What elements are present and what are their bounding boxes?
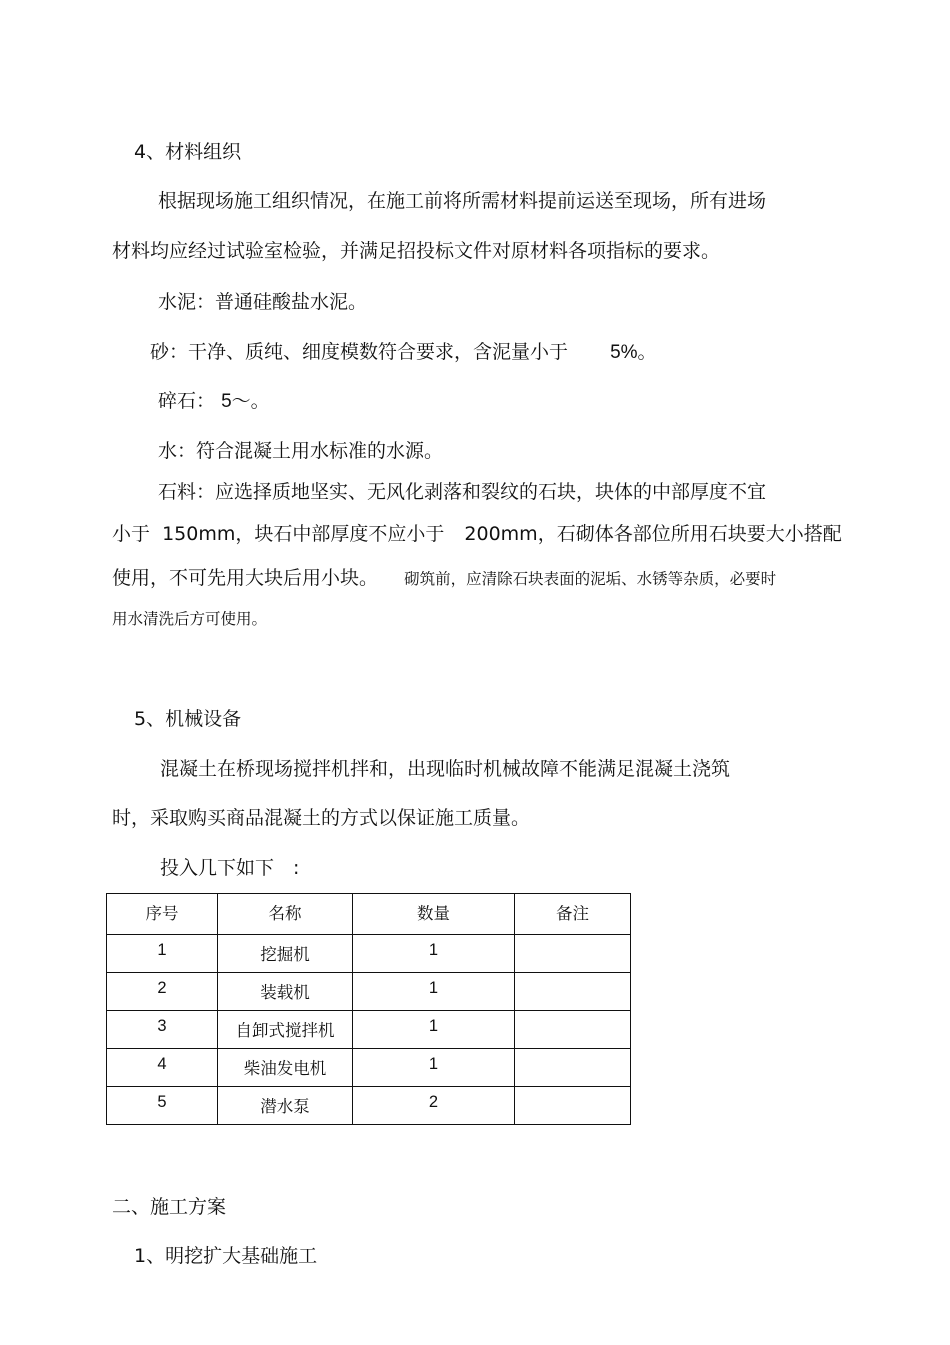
- sand-spec-value: 5%。: [610, 342, 657, 363]
- water-spec: 水：符合混凝土用水标准的水源。: [158, 440, 444, 462]
- table-cell-name: 潜水泵: [218, 1087, 353, 1125]
- sand-spec-text: 砂：干净、质纯、细度模数符合要求，含泥量小于: [150, 341, 569, 363]
- table-row: [107, 1049, 631, 1087]
- stone-spec-line2-b: 150mm，块石中部厚度不应小于: [162, 523, 445, 545]
- table-cell-name: 柴油发电机: [218, 1049, 353, 1087]
- sand-spec: [150, 340, 657, 365]
- table-header-row: [107, 894, 631, 935]
- chapter2-subheading: 1、明挖扩大基础施工: [134, 1245, 318, 1267]
- table-header-cell: 序号: [107, 894, 218, 935]
- stone-spec-line3-small: 砌筑前，应清除石块表面的泥垢、水锈等杂质，必要时: [404, 570, 777, 588]
- table-header-cell: 名称: [218, 894, 353, 935]
- section5-paragraph-line2: 时，采取购买商品混凝土的方式以保证施工质量。: [112, 807, 531, 829]
- table-cell-quantity: 1: [353, 1049, 515, 1087]
- stone-spec-line2-a: 小于: [112, 523, 151, 545]
- table-cell-remark: [515, 1011, 631, 1049]
- table-cell-name: 装载机: [218, 973, 353, 1011]
- table-cell-remark: [515, 1087, 631, 1125]
- gravel-spec-text: 碎石：: [158, 390, 216, 412]
- table-row: [107, 1087, 631, 1125]
- table-cell-quantity: 1: [353, 1011, 515, 1049]
- table-cell-index: 1: [107, 935, 218, 973]
- stone-spec-line3: [112, 566, 776, 591]
- table-cell-name: 自卸式搅拌机: [218, 1011, 353, 1049]
- section4-heading: 4、材料组织: [134, 141, 242, 163]
- stone-spec-line1: 石料：应选择质地坚实、无风化剥落和裂纹的石块，块体的中部厚度不宜: [158, 481, 767, 503]
- table-cell-index: 5: [107, 1087, 218, 1125]
- table-cell-index: 3: [107, 1011, 218, 1049]
- section4-paragraph-line2: 材料均应经过试验室检验，并满足招投标文件对原材料各项指标的要求。: [112, 240, 721, 262]
- section4-paragraph-line1: 根据现场施工组织情况，在施工前将所需材料提前运送至现场，所有进场: [158, 190, 767, 212]
- stone-spec-line2: [112, 522, 842, 546]
- stone-spec-line2-c: 200mm，石砌体各部位所用石块要大小搭配: [464, 523, 842, 545]
- table-cell-remark: [515, 935, 631, 973]
- table-cell-quantity: 1: [353, 973, 515, 1011]
- stone-spec-line4: 用水清洗后方可使用。: [112, 610, 268, 628]
- equipment-table: [106, 893, 631, 1125]
- stone-spec-line3-main: 使用，不可先用大块后用小块。: [112, 567, 379, 589]
- gravel-spec-value: 5～。: [221, 391, 270, 412]
- table-header-cell: 备注: [515, 894, 631, 935]
- gravel-spec: [158, 389, 270, 414]
- section5-paragraph-line1: 混凝土在桥现场搅拌机拌和，出现临时机械故障不能满足混凝土浇筑: [160, 758, 731, 780]
- table-cell-name: 挖掘机: [218, 935, 353, 973]
- table-cell-quantity: 2: [353, 1087, 515, 1125]
- table-intro: 投入几下如下 :: [160, 857, 300, 879]
- table-header-cell: 数量: [353, 894, 515, 935]
- chapter2-heading: 二、施工方案: [112, 1196, 227, 1218]
- table-cell-index: 2: [107, 973, 218, 1011]
- table-cell-quantity: 1: [353, 935, 515, 973]
- section5-heading: 5、机械设备: [134, 708, 242, 730]
- table-cell-remark: [515, 1049, 631, 1087]
- table-row: [107, 1011, 631, 1049]
- table-cell-remark: [515, 973, 631, 1011]
- cement-spec: 水泥：普通硅酸盐水泥。: [158, 291, 368, 313]
- table-row: [107, 973, 631, 1011]
- table-row: [107, 935, 631, 973]
- table-cell-index: 4: [107, 1049, 218, 1087]
